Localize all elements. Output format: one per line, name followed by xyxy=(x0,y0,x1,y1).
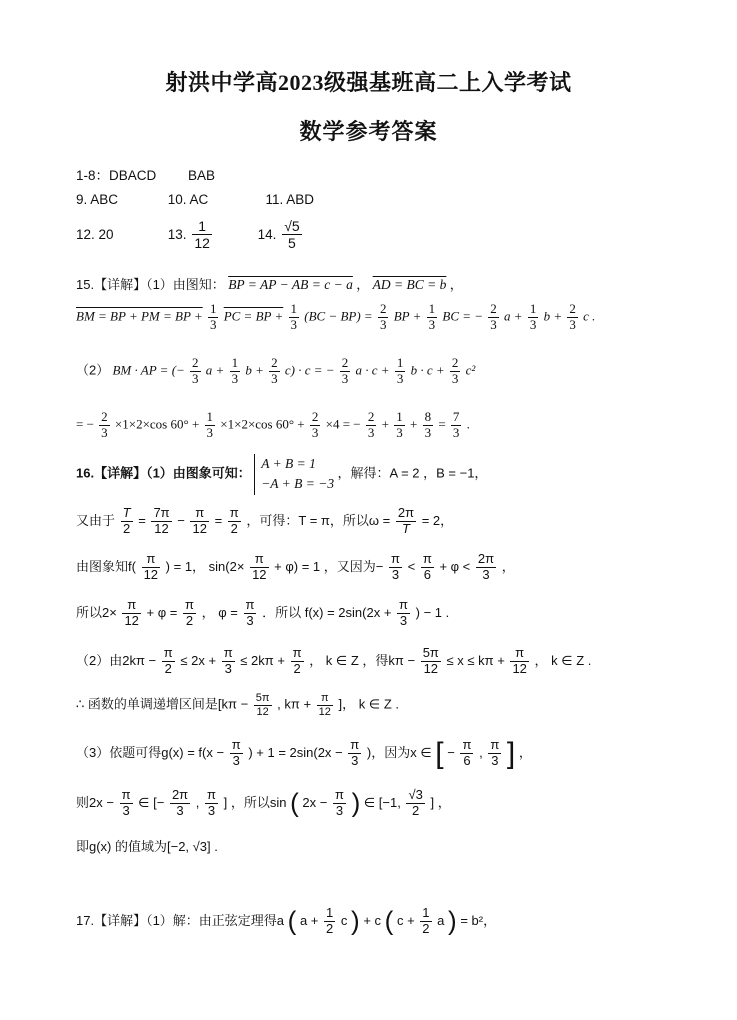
q15-line-2: BM = BP + PM = BP + $\frac{1}{3}$ PC = BP + $\frac{1}{3}$ (BC − BP) = $\frac{2}{3}$ BP + $\frac{1}{3}$ BC = − $\frac{2}{3}$ a + $\frac{1}{3}$ b + $\frac{2}{3}$ c . xyxy=(76,301,596,332)
answers-row-2 xyxy=(76,192,314,207)
q17-head-line: 17.【详解】（1）解：由正弦定理得a ( a + $\frac{1}{2}$ c ) + c ( c + $\frac{1}{2}$ a ) = b²， xyxy=(76,905,497,936)
q16-increasing-interval: ∴ 函数的单调递增区间是[kπ − $\frac{5\pi}{12}$ , kπ + $\frac{\pi}{12}$ ]， k ∈ Z . xyxy=(76,692,399,718)
q15-head: 15.【详解】（1）由图知： xyxy=(76,277,225,292)
q16-part3-line-2: 则2x − $\frac{\pi}{3}$ ∈ [− $\frac{2\pi}{3}$ , $\frac{\pi}{3}$ ] ，所以sin ( 2x − $\frac{\pi}{3}$ ) ∈ [−1, $\frac{√3}{2}$ ] ， xyxy=(76,787,451,818)
q16-line-4: 所以2× $\frac{\pi}{12}$ + φ = $\frac{\pi}{2}$ ， φ = $\frac{\pi}{3}$ ．所以 f(x) = 2sin(2x + $\frac{\pi}{3}$ ) − 1 . xyxy=(76,597,450,628)
answer-11: 11. ABD xyxy=(265,192,315,207)
q15-eq1: BP = AP − AB = c − a xyxy=(228,277,353,292)
answer-12: 12. 20 xyxy=(76,227,114,243)
answer-1-8: 1-8：DBACD xyxy=(76,168,157,183)
q16-equation-system: A + B = 1 −A + B = −3 xyxy=(254,454,334,495)
exam-subtitle: 数学参考答案 xyxy=(299,119,438,144)
q16-part2-line: （2）由2kπ − $\frac{\pi}{2}$ ≤ 2x + $\frac{\pi}{3}$ ≤ 2kπ + $\frac{\pi}{2}$ ， k ∈ Z ，得kπ − $\frac{5\pi}{12}$ ≤ x ≤ kπ + $\frac{\pi}{12}$ ， k ∈ Z . xyxy=(76,645,592,676)
answers-row-3 xyxy=(76,218,304,251)
answer-14-label: 14. xyxy=(257,227,277,243)
q16-range: 即g(x) 的值域为[−2, √3] . xyxy=(76,839,218,854)
q15-eq1b: AD = BC = b xyxy=(372,277,447,292)
answer-13-label: 13. xyxy=(167,227,187,243)
q16-head-line: 16.【详解】（1）由图象可知： A + B = 1 −A + B = −3 ，解得：A = 2 ，B = −1， xyxy=(76,454,487,495)
q15-part2-result: = − $\frac{2}{3}$ ×1×2×cos 60° + $\frac{1}{3}$ ×1×2×cos 60° + $\frac{2}{3}$ ×4 = − $\frac{2}{3}$ + $\frac{1}{3}$ + $\frac{8}{3}$ = $\frac{7}{3}$ . xyxy=(76,409,470,440)
q15-part2-line: （2） BM · AP = (− $\frac{2}{3}$ a + $\frac{1}{3}$ b + $\frac{2}{3}$ c) · c = − $\frac{2}{3}$ a · c + $\frac{1}{3}$ b · c + $\frac{2}{3}$ c² xyxy=(76,355,476,386)
q16-line-2: 又由于 $\frac{T}{2}$ = $\frac{7\pi}{12}$ − $\frac{\pi}{12}$ = $\frac{\pi}{2}$ ，可得：T = π，所以ω = $\frac{2\pi}{T}$ = 2， xyxy=(76,505,454,536)
answer-6-8: BAB xyxy=(188,168,216,183)
answers-row-1 xyxy=(76,164,215,184)
exam-title: 射洪中学高2023级强基班高二上入学考试 xyxy=(165,70,572,95)
answer-14-fraction: $\frac{√5}{5}$ xyxy=(284,218,300,252)
answer-9: 9. ABC xyxy=(76,192,119,207)
q16-line-3: 由图象知f( $\frac{\pi}{12}$ ) = 1， sin(2× $\frac{\pi}{12}$ + φ) = 1 ，又因为− $\frac{\pi}{3}$ < $\frac{\pi}{6}$ + φ < $\frac{2\pi}{3}$ ， xyxy=(76,551,515,582)
answer-10: 10. AC xyxy=(167,192,209,207)
q16-part3-line: （3）依题可得g(x) = f(x − $\frac{\pi}{3}$ ) + 1 = 2sin(2x − $\frac{\pi}{3}$ )，因为x ∈ [ − $\frac{\pi}{6}$ , $\frac{\pi}{3}$ ] ， xyxy=(76,736,532,770)
answer-13-fraction: $\frac{1}{12}$ xyxy=(194,218,210,252)
q15-head-line: 15.【详解】（1）由图知： BP = AP − AB = c − a ， AD = BC = b ， xyxy=(76,277,463,292)
